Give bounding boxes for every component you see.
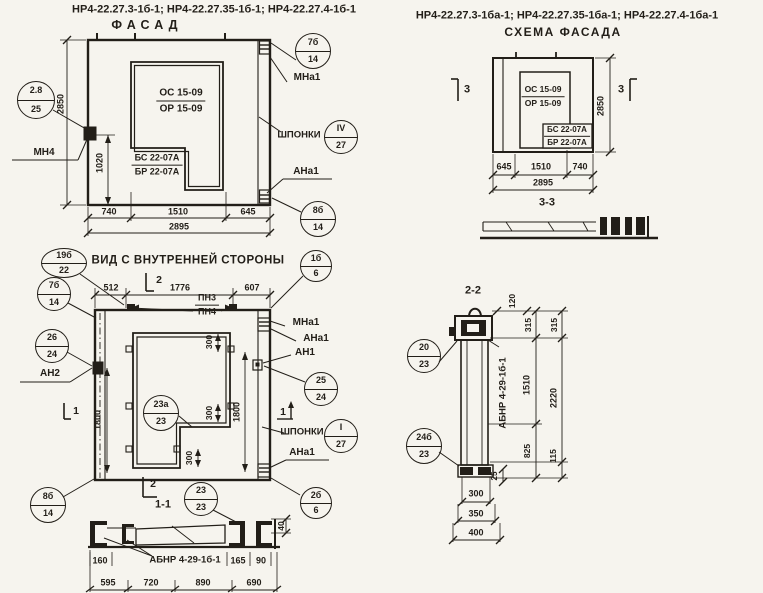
label-shponki: ШПОНКИ [277, 129, 321, 141]
dim-1510: 1510 [167, 206, 189, 217]
dim-1510: 1510 [521, 374, 532, 396]
callout-2b-6: 2б 6 [300, 487, 332, 519]
label-ana1-bottom: АНа1 [289, 447, 315, 458]
panel-mark-top: ОС 15-09 [522, 85, 565, 97]
callout-IV-27: IV 27 [324, 120, 358, 154]
section-3-3-title: 3-3 [539, 196, 555, 209]
dim-350: 350 [468, 508, 484, 519]
callout-20-23: 20 23 [407, 339, 441, 373]
dim-720: 720 [143, 577, 159, 588]
dim-595: 595 [100, 577, 116, 588]
label-ana1-top: АНа1 [303, 333, 329, 344]
schema-panel-mark [522, 85, 565, 109]
section-marker-1-left: 1 [73, 404, 79, 417]
facade-title: ФАСАД [111, 17, 183, 32]
callout-19b-22: 19б 22 [41, 248, 87, 278]
dim-160: 160 [92, 555, 108, 566]
label-mna1: МНа1 [292, 317, 320, 328]
dim-40: 40 [275, 521, 286, 531]
panel-mark-bottom: БР 22-07А [547, 138, 587, 147]
callout-8b-14: 8б 14 [30, 487, 66, 523]
dim-2850: 2850 [55, 93, 66, 115]
dim-2850: 2850 [595, 95, 606, 117]
schema-title: СХЕМА ФАСАДА [504, 25, 622, 39]
dim-645: 645 [240, 206, 256, 217]
callout-1b-6: 1б 6 [300, 250, 332, 282]
panel-mark-top: БС 22-07А [544, 125, 590, 137]
label-pn3-pn4: ПН3 ПН4 [195, 293, 219, 318]
dim-690: 690 [246, 577, 262, 588]
dim-90: 90 [255, 555, 267, 566]
section-marker-1-right: 1 [280, 405, 286, 418]
dim-740: 740 [572, 161, 588, 172]
panel-mark-bottom: ОР 15-09 [524, 98, 562, 108]
facade-panel-mark [156, 88, 205, 115]
dim-512: 512 [103, 282, 119, 293]
dim-2220: 2220 [548, 387, 559, 409]
innerview-title: ВИД С ВНУТРЕННЕЙ СТОРОНЫ [91, 254, 285, 267]
dim-165: 165 [230, 555, 246, 566]
section-1-1-title: 1-1 [155, 498, 171, 511]
section-marker-3-right: 3 [617, 83, 625, 96]
dim-315-b: 315 [548, 317, 559, 333]
dim-1800-left: 1800 [92, 409, 103, 431]
dim-300: 300 [468, 488, 484, 499]
dim-115: 115 [547, 449, 558, 463]
dim-890: 890 [195, 577, 211, 588]
panel-mark-top: БС 22-07А [132, 153, 183, 166]
dim-645: 645 [496, 161, 512, 172]
dim-300-top: 300 [203, 334, 214, 350]
panel-mark-bottom: ОР 15-09 [159, 103, 203, 114]
dim-2895: 2895 [168, 221, 190, 232]
label-an2: АН2 [39, 368, 61, 379]
section-2-2-title: 2-2 [465, 284, 481, 297]
dim-120: 120 [506, 293, 517, 309]
dim-25: 25 [490, 471, 499, 481]
dim-1510: 1510 [530, 161, 552, 172]
dim-825: 825 [521, 443, 532, 459]
label-ana1: АНа1 [293, 166, 319, 177]
dim-2895: 2895 [532, 177, 554, 188]
callout-7b-14: 7б 14 [295, 33, 331, 69]
label-mna1: МНа1 [293, 72, 321, 83]
label-mn4: МН4 [33, 147, 55, 158]
callout-7b-14: 7б 14 [37, 277, 71, 311]
label-abnr: АБНР 4-29-1б-1 [149, 554, 221, 566]
sheet-title-left: НР4-22.27.3-1б-1; НР4-22.27.35-1б-1; НР4-22.27.4-1б-1 [72, 3, 356, 16]
section-marker-2-top: 2 [156, 273, 162, 286]
label-abnr-vertical: АБНР 4-29-1б-1 [497, 357, 509, 429]
callout-23a-23: 23а 23 [143, 395, 179, 431]
dim-607: 607 [244, 282, 260, 293]
panel-mark-bottom: БР 22-07А [134, 167, 180, 177]
dim-1800-right: 1800 [231, 401, 242, 423]
schema-panel-mark-2 [544, 125, 590, 147]
callout-23-23: 23 23 [184, 482, 218, 516]
facade-panel-mark-2 [132, 153, 183, 178]
callout-I-27: I 27 [324, 419, 358, 453]
callout-24b-23: 24б 23 [406, 428, 442, 464]
dim-315-a: 315 [522, 317, 533, 333]
dim-1776: 1776 [169, 282, 191, 293]
label-shponki: ШПОНКИ [280, 426, 324, 438]
section-marker-3-left: 3 [463, 83, 471, 96]
callout-8b-14: 8б 14 [300, 201, 336, 237]
callout-26-24: 26 24 [35, 329, 69, 363]
label-an1: АН1 [294, 347, 316, 358]
dim-300-bottom: 300 [183, 450, 194, 466]
callout-2-8-25: 2.8 25 [17, 81, 55, 119]
dim-740: 740 [101, 206, 117, 217]
dim-300-mid: 300 [203, 405, 214, 421]
sheet-title-right: НР4-22.27.3-1ба-1; НР4-22.27.35-1ба-1; НР4-22.27.4-1ба-1 [415, 9, 719, 22]
dim-400: 400 [468, 527, 484, 538]
section-marker-2-bottom: 2 [150, 477, 156, 490]
dim-1020: 1020 [94, 152, 105, 174]
callout-25-24: 25 24 [304, 372, 338, 406]
panel-mark-top: ОС 15-09 [156, 88, 205, 102]
